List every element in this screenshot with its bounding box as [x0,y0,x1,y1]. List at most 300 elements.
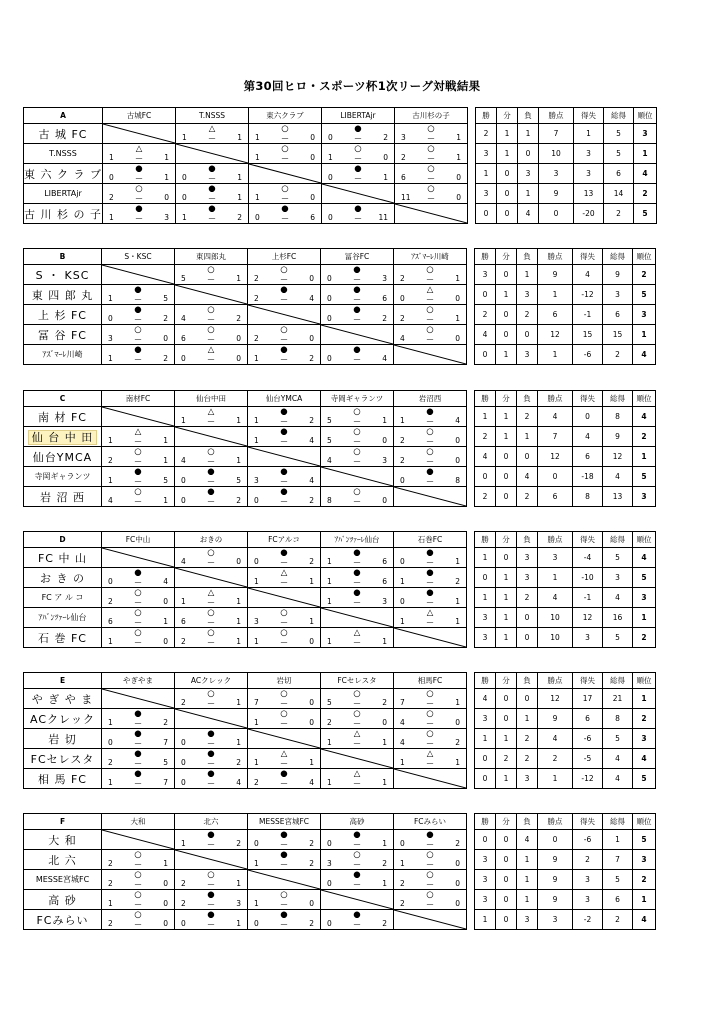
spacer [467,345,475,365]
draws-value: 0 [496,447,517,467]
table-row [24,345,656,365]
match-result [175,689,247,708]
losses-value: 3 [517,910,538,930]
wins-value: 3 [475,628,496,648]
score-for: 0 [181,354,186,363]
score-against: 1 [236,416,241,425]
goal-difference-value: 1 [574,124,604,144]
wins-value: 0 [475,769,496,789]
wins-value: 1 [475,910,496,930]
match-cell [322,144,395,164]
match-result [102,588,174,607]
column-header: 古城FC [103,108,176,124]
score-against: 1 [237,173,242,182]
score-dash: — [280,558,288,566]
score-for: 0 [400,294,405,303]
results-table [23,390,656,507]
match-result [102,870,174,889]
match-result [102,325,174,344]
match-result [102,910,174,929]
draw-triangle-icon: △ [207,407,215,417]
losses-value: 1 [517,890,538,910]
score-dash: — [207,315,215,323]
self-match-cell [248,305,321,325]
losses-value: 2 [517,729,538,749]
match-result [394,568,466,587]
win-circle-icon: ○ [134,910,142,920]
match-result [394,427,466,446]
goal-difference-value: 4 [573,427,603,447]
table-row [24,769,656,789]
score-for: 1 [327,597,332,606]
loss-dot-icon: ● [426,548,434,558]
score-against: 0 [383,153,388,162]
diagonal-line [394,769,466,788]
column-header: FCみらい [394,814,467,830]
match-cell [248,749,321,769]
header-row [24,814,656,830]
win-circle-icon: ○ [207,325,215,335]
losses-value: 0 [517,447,538,467]
diagonal-line [394,910,466,929]
score-for: 1 [108,476,113,485]
score-dash: — [134,618,142,626]
score-against: 2 [383,133,388,142]
points-value: 1 [538,568,573,588]
score-against: 0 [236,557,241,566]
score-dash: — [280,275,288,283]
spacer [467,588,475,608]
score-against: 1 [382,879,387,888]
loss-dot-icon: ● [280,910,288,920]
match-cell [175,588,248,608]
loss-dot-icon: ● [208,204,216,214]
win-circle-icon: ○ [426,325,434,335]
score-for: 4 [181,314,186,323]
loss-dot-icon: ● [426,588,434,598]
score-dash: — [207,618,215,626]
wins-value: 1 [475,548,496,568]
match-cell [103,204,176,224]
score-for: 11 [401,193,411,202]
match-cell [102,467,175,487]
draws-value: 1 [496,568,517,588]
goals-for-value: 9 [603,265,633,285]
diagonal-line [394,487,466,506]
score-dash: — [354,174,362,182]
match-cell [175,769,248,789]
match-result [175,407,247,426]
score-dash: — [280,618,288,626]
score-against: 1 [455,698,460,707]
table-row [24,204,657,224]
self-match-cell [175,427,248,447]
match-cell [248,890,321,910]
self-match-cell [321,890,394,910]
match-cell [175,487,248,507]
score-dash: — [134,920,142,928]
spacer [467,532,475,548]
points-value: 3 [539,164,574,184]
win-circle-icon: ○ [426,870,434,880]
losses-value: 1 [517,850,538,870]
spacer [467,870,475,890]
match-result [175,749,247,768]
match-cell [248,769,321,789]
team-name: MESSE宮城FC [24,870,102,890]
win-circle-icon: ○ [353,487,361,497]
match-result [249,144,321,163]
wins-value: 0 [475,830,496,850]
stat-header: 総得 [603,391,633,407]
self-match-cell [321,325,394,345]
stat-header: 総得 [603,249,633,265]
draws-value: 1 [497,144,518,164]
match-cell [175,305,248,325]
stat-header: 勝点 [538,391,573,407]
spacer [467,305,475,325]
score-against: 0 [163,919,168,928]
rank-value: 4 [633,910,656,930]
stat-header: 負 [517,391,538,407]
score-for: 4 [181,557,186,566]
rank-value: 3 [633,729,656,749]
points-value: 7 [538,427,573,447]
match-cell [394,588,467,608]
score-for: 2 [400,879,405,888]
table-row [24,608,656,628]
stat-header: 分 [496,532,517,548]
stat-header: 順位 [633,814,656,830]
draws-value: 0 [496,689,517,709]
stat-header: 勝 [475,814,496,830]
match-cell [249,124,322,144]
score-against: 1 [236,879,241,888]
score-for: 1 [254,859,259,868]
rank-value: 1 [633,890,656,910]
match-cell [321,588,394,608]
score-for: 0 [108,314,113,323]
points-value: 4 [538,407,573,427]
match-cell [102,568,175,588]
diagonal-line [175,850,247,869]
match-cell [321,345,394,365]
score-against: 1 [163,436,168,445]
score-dash: — [427,194,435,202]
draw-triangle-icon: △ [208,124,216,134]
goals-for-value: 8 [603,709,633,729]
table-row [24,709,656,729]
goal-difference-value: -6 [573,729,603,749]
match-result [321,769,393,788]
score-for: 0 [327,839,332,848]
score-dash: — [280,497,288,505]
match-cell [102,447,175,467]
loss-dot-icon: ● [281,204,289,214]
score-against: 1 [309,617,314,626]
score-against: 1 [163,617,168,626]
match-cell [175,689,248,709]
score-dash: — [280,638,288,646]
score-for: 0 [181,496,186,505]
score-for: 8 [327,496,332,505]
score-against: 0 [382,436,387,445]
match-cell [394,427,467,447]
match-cell [321,850,394,870]
score-dash: — [208,174,216,182]
table-row [24,325,656,345]
score-for: 1 [328,153,333,162]
diagonal-line [176,144,248,163]
spacer [467,325,475,345]
loss-dot-icon: ● [280,487,288,497]
match-result [394,870,466,889]
spacer [467,749,475,769]
draws-value: 0 [496,265,517,285]
match-result [102,285,174,304]
score-dash: — [354,134,362,142]
goal-difference-value: 3 [574,144,604,164]
stat-header: 順位 [633,673,656,689]
points-value: 3 [538,910,573,930]
score-dash: — [135,214,143,222]
match-result [102,345,174,364]
points-value: 10 [538,608,573,628]
score-against: 2 [382,314,387,323]
match-cell [248,689,321,709]
points-value: 9 [538,870,573,890]
spacer [467,673,475,689]
score-against: 0 [236,354,241,363]
match-result [248,345,320,364]
goal-difference-value: 4 [573,265,603,285]
win-circle-icon: ○ [426,689,434,699]
goal-difference-value: -6 [573,830,603,850]
score-for: 1 [108,778,113,787]
table-row [24,890,656,910]
score-for: 1 [255,193,260,202]
wins-value: 0 [475,467,496,487]
diagonal-line [102,830,174,849]
score-against: 0 [164,193,169,202]
match-cell [248,427,321,447]
score-for: 1 [400,577,405,586]
score-against: 0 [455,436,460,445]
score-dash: — [426,860,434,868]
score-dash: — [426,900,434,908]
score-dash: — [281,134,289,142]
match-result [321,265,393,284]
win-circle-icon: ○ [353,447,361,457]
diagonal-line [175,427,247,446]
score-for: 6 [108,617,113,626]
wins-value: 4 [475,325,496,345]
score-dash: — [427,154,435,162]
match-cell [102,588,175,608]
team-name: T.NSSS [24,144,103,164]
stat-header: 勝 [475,391,496,407]
match-cell [249,184,322,204]
table-row [24,548,656,568]
match-result [248,890,320,909]
score-against: 1 [163,496,168,505]
score-dash: — [427,134,435,142]
team-name: 古 城 FC [24,124,103,144]
loss-dot-icon: ● [353,548,361,558]
group-label: B [24,249,102,265]
goal-difference-value: -20 [574,204,604,224]
goal-difference-value: 6 [573,447,603,467]
table-row [24,870,656,890]
points-value: 6 [538,305,573,325]
column-header: 東六クラブ [249,108,322,124]
self-match-cell [176,144,249,164]
score-for: 1 [108,899,113,908]
goals-for-value: 13 [603,487,633,507]
self-match-cell [248,588,321,608]
match-result [394,447,466,466]
score-for: 2 [108,919,113,928]
score-for: 2 [108,758,113,767]
goals-for-value: 5 [603,548,633,568]
draws-value: 0 [496,830,517,850]
score-dash: — [426,598,434,606]
table-row [24,285,656,305]
match-result [394,850,466,869]
group-a-table [23,107,657,224]
score-dash: — [207,739,215,747]
diagonal-line [102,407,174,426]
match-result [102,749,174,768]
goals-for-value: 3 [603,285,633,305]
score-dash: — [426,275,434,283]
goals-for-value: 3 [603,568,633,588]
rank-value: 1 [633,689,656,709]
score-dash: — [353,739,361,747]
column-header: 上杉FC [248,249,321,265]
match-cell [321,769,394,789]
goals-for-value: 4 [603,769,633,789]
diagonal-line [321,749,393,768]
match-result [103,184,175,203]
draws-value: 0 [496,709,517,729]
stat-header: 順位 [633,249,656,265]
score-against: 1 [382,738,387,747]
diagonal-line [102,265,174,284]
column-header: 東四郎丸 [175,249,248,265]
match-result [322,144,394,163]
win-circle-icon: ○ [280,608,288,618]
group-label: D [24,532,102,548]
win-circle-icon: ○ [207,628,215,638]
score-against: 4 [309,294,314,303]
points-value: 0 [539,204,574,224]
match-cell [248,568,321,588]
score-dash: — [426,437,434,445]
score-against: 2 [455,738,460,747]
score-for: 4 [400,718,405,727]
match-cell [102,769,175,789]
goal-difference-value: 8 [573,487,603,507]
score-against: 3 [236,899,241,908]
match-cell [102,749,175,769]
score-against: 1 [382,637,387,646]
match-cell [321,568,394,588]
score-against: 0 [163,334,168,343]
score-against: 5 [163,758,168,767]
match-result [321,689,393,708]
score-dash: — [280,578,288,586]
win-circle-icon: ○ [281,124,289,134]
score-for: 3 [108,334,113,343]
score-against: 6 [310,213,315,222]
score-for: 2 [109,193,114,202]
score-for: 0 [108,738,113,747]
score-against: 2 [455,577,460,586]
loss-dot-icon: ● [134,285,142,295]
match-result [248,548,320,567]
losses-value: 2 [517,305,538,325]
score-for: 1 [400,416,405,425]
losses-value: 0 [517,325,538,345]
stat-header: 分 [496,814,517,830]
team-name-highlighted: 仙 台 中 田 [28,430,98,445]
group-label: C [24,391,102,407]
match-cell [102,427,175,447]
score-dash: — [353,437,361,445]
goal-difference-value: 3 [573,628,603,648]
losses-value: 3 [517,285,538,305]
score-against: 2 [382,698,387,707]
rank-value: 3 [633,850,656,870]
diagonal-line [248,870,320,889]
score-for: 0 [181,738,186,747]
match-result [321,548,393,567]
rank-value: 1 [634,144,657,164]
column-header: FCセレスタ [321,673,394,689]
score-for: 6 [401,173,406,182]
goals-for-value: 21 [603,689,633,709]
score-for: 4 [400,738,405,747]
match-result [322,124,394,143]
points-value: 12 [538,447,573,467]
loss-dot-icon: ● [353,910,361,920]
score-dash: — [280,355,288,363]
match-result [175,265,247,284]
goals-for-value: 7 [603,850,633,870]
score-for: 0 [327,314,332,323]
match-result [248,709,320,728]
team-name: ｱﾊﾞﾝﾂｧｰﾚ仙台 [24,608,102,628]
score-for: 5 [327,698,332,707]
score-dash: — [281,154,289,162]
score-dash: — [281,194,289,202]
goals-for-value: 4 [603,749,633,769]
stat-header: 負 [517,814,538,830]
score-dash: — [134,860,142,868]
score-dash: — [207,497,215,505]
self-match-cell [394,628,467,648]
table-row [24,184,657,204]
win-circle-icon: ○ [353,850,361,860]
spacer [467,729,475,749]
match-result [394,689,466,708]
rank-value: 4 [633,345,656,365]
goal-difference-value: -2 [573,910,603,930]
losses-value: 1 [517,709,538,729]
score-against: 1 [164,173,169,182]
match-cell [175,830,248,850]
